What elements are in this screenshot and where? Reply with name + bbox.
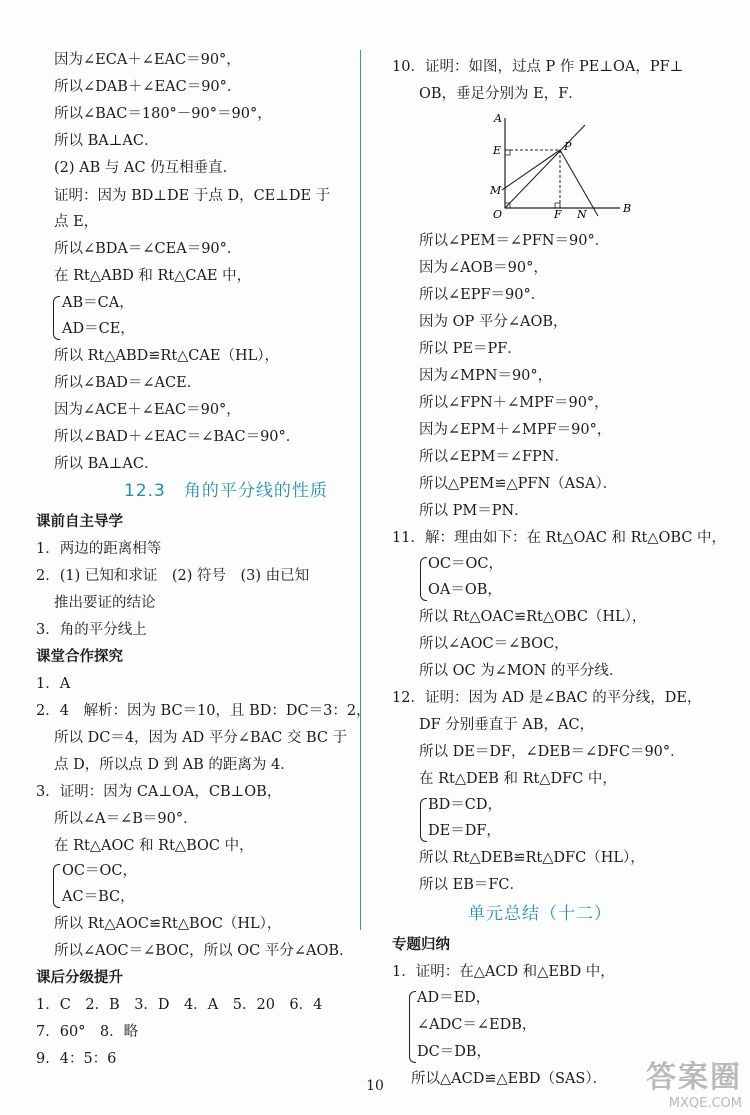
text-line: 7．60° 8．略: [36, 1024, 139, 1040]
text-line: OC＝OC，: [428, 556, 503, 572]
text-line: 所以∠EPF＝90°．: [419, 287, 546, 303]
subsection-heading: 专题归纳: [392, 937, 450, 953]
segment-pn: [560, 150, 598, 216]
page-number: 10: [366, 1078, 384, 1094]
text-line: 1．证明：在△ACD 和△EBD 中，: [392, 964, 615, 980]
brace: [53, 296, 60, 340]
section-title: 12.3 角的平分线的性质: [124, 481, 328, 501]
text-line: 所以 Rt△AOC≌Rt△BOC（HL），: [54, 916, 282, 932]
text-line: 所以 OC 为∠MON 的平分线．: [419, 663, 624, 679]
text-line: 所以 Rt△ABD≌Rt△CAE（HL），: [54, 348, 279, 364]
watermark-logo: 答案圈: [646, 1060, 742, 1095]
text-line: 3．证明：因为 CA⊥OA，CB⊥OB，: [36, 784, 282, 800]
subsection-heading: 课后分级提升: [36, 970, 123, 986]
text-line: 所以 DC＝4，因为 AD 平分∠BAC 交 BC 于: [54, 730, 348, 746]
text-line: 证明：因为 BD⊥DE 于点 D，CE⊥DE 于: [54, 188, 331, 204]
geometry-figure: [480, 110, 640, 220]
text-line: 推出要证的结论: [54, 595, 156, 611]
watermark: [646, 1052, 742, 1111]
label-o: O: [493, 208, 503, 220]
text-line: 所以 BA⊥AC．: [54, 456, 159, 472]
text-line: 所以△ACD≌△EBD（SAS）．: [411, 1071, 608, 1087]
text-line: 所以∠A＝∠B＝90°．: [54, 811, 198, 827]
watermark-url: MXQE.COM: [668, 1096, 742, 1111]
label-p: P: [564, 140, 572, 153]
text-line: 点 E，: [54, 214, 99, 230]
text-line: 所以 PM＝PN．: [419, 503, 529, 519]
brace: [420, 557, 427, 601]
text-line: 所以∠AOC＝∠BOC，所以 OC 平分∠AOB．: [54, 943, 354, 959]
text-line: BD＝CD，: [428, 797, 503, 813]
text-line: OB，垂足分别为 E，F．: [419, 86, 583, 102]
text-line: ∠ADC＝∠EDB，: [417, 1017, 537, 1033]
text-line: 所以△PEM≌△PFN（ASA）．: [419, 476, 618, 492]
text-line: 10．证明：如图，过点 P 作 PE⊥OA，PF⊥: [392, 59, 684, 75]
text-line: 因为∠AOB＝90°，: [419, 260, 548, 276]
text-line: 12．证明：因为 AD 是∠BAC 的平分线，DE，: [392, 690, 702, 706]
text-line: 因为∠ACE＋∠EAC＝90°，: [54, 402, 241, 418]
text-line: (2) AB 与 AC 仍互相垂直．: [54, 160, 238, 176]
text-line: 在 Rt△AOC 和 Rt△BOC 中，: [54, 838, 254, 854]
text-line: 1．两边的距离相等: [36, 541, 162, 557]
text-line: 所以 BA⊥AC．: [54, 133, 159, 149]
text-line: 2．(1) 已知和求证 (2) 符号 (3) 由已知: [36, 568, 310, 584]
text-line: 因为∠ECA＋∠EAC＝90°，: [54, 52, 241, 68]
right-angle-mark: [505, 150, 510, 155]
text-line: 所以∠BDA＝∠CEA＝90°．: [54, 241, 242, 257]
text-line: 所以∠EPM＝∠FPN．: [419, 449, 569, 465]
column-divider: [360, 50, 361, 930]
text-line: 所以∠BAC＝180°－90°＝90°，: [54, 106, 272, 122]
text-line: 1．C 2．B 3．D 4．A 5．20 6．4: [36, 997, 323, 1013]
text-line: OA＝OB，: [428, 582, 502, 598]
text-line: AC＝BC，: [62, 889, 135, 905]
bisector-line: [505, 125, 585, 208]
label-e: E: [493, 144, 502, 157]
text-line: 所以 DE＝DF，∠DEB＝∠DFC＝90°．: [419, 744, 685, 760]
subsection-heading: 课堂合作探究: [36, 649, 123, 665]
label-m: M: [490, 184, 502, 197]
text-line: 所以∠BAD＋∠EAC＝∠BAC＝90°．: [54, 429, 301, 445]
subsection-heading: 课前自主导学: [36, 514, 123, 530]
text-line: 所以 Rt△OAC≌Rt△OBC（HL），: [419, 609, 647, 625]
segment-mp: [502, 150, 560, 190]
label-n: N: [577, 208, 587, 220]
text-line: 在 Rt△ABD 和 Rt△CAE 中，: [54, 268, 252, 284]
label-b: B: [623, 202, 632, 215]
text-line: 因为∠EPM＋∠MPF＝90°，: [419, 422, 612, 438]
label-a: A: [494, 112, 502, 125]
text-line: 所以∠DAB＋∠EAC＝90°．: [54, 79, 242, 95]
text-line: 所以∠FPN＋∠MPF＝90°，: [419, 395, 609, 411]
text-line: 2．4 解析：因为 BC＝10，且 BD：DC＝3：2，: [36, 703, 371, 719]
text-line: 3．角的平分线上: [36, 622, 147, 638]
text-line: 所以∠AOC＝∠BOC，: [419, 636, 569, 652]
brace: [420, 798, 427, 842]
text-line: DF 分别垂直于 AB，AC，: [419, 717, 595, 733]
text-line: 点 D，所以点 D 到 AB 的距离为 4．: [54, 757, 295, 773]
text-line: OC＝OC，: [62, 863, 137, 879]
text-line: 1．A: [36, 676, 71, 692]
text-line: 11．解：理由如下：在 Rt△OAC 和 Rt△OBC 中，: [392, 530, 727, 546]
text-line: AD＝CE，: [62, 321, 135, 337]
label-f: F: [554, 208, 562, 220]
text-line: 所以∠BAD＝∠ACE．: [54, 375, 202, 391]
text-line: 所以∠PEM＝∠PFN＝90°．: [419, 233, 610, 249]
brace: [409, 991, 416, 1063]
section-title: 单元总结（十二）: [468, 904, 612, 924]
text-line: 所以 Rt△DEB≌Rt△DFC（HL），: [419, 850, 645, 866]
brace: [53, 864, 60, 908]
text-line: 所以 EB＝FC．: [419, 877, 525, 893]
text-line: 9．4：5：6: [36, 1051, 117, 1067]
text-line: AD＝ED，: [417, 990, 491, 1006]
text-line: DC＝DB，: [417, 1044, 492, 1060]
text-line: 所以 PE＝PF．: [419, 341, 522, 357]
text-line: 因为 OP 平分∠AOB，: [419, 314, 568, 330]
text-line: DE＝DF，: [428, 823, 501, 839]
text-line: 因为∠MPN＝90°，: [419, 368, 553, 384]
text-line: 在 Rt△DEB 和 Rt△DFC 中，: [419, 771, 617, 787]
text-line: AB＝CA，: [62, 295, 134, 311]
